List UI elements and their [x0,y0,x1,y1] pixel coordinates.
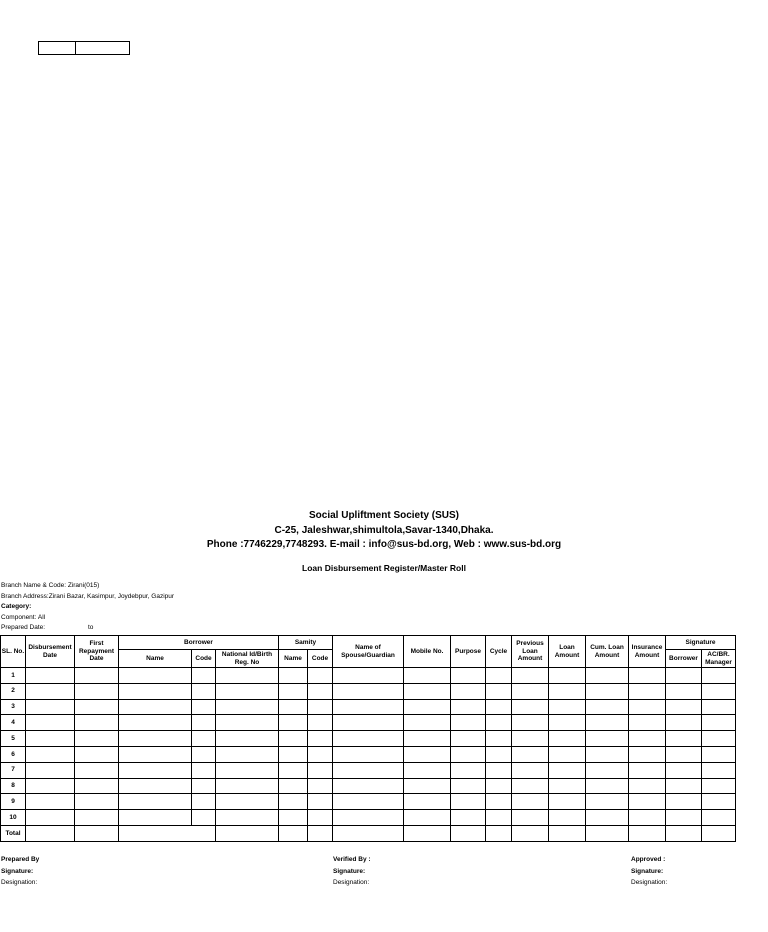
table-cell [586,683,629,699]
report-title: Loan Disbursement Register/Master Roll [302,563,466,573]
table-cell [279,810,308,826]
total-cell [119,825,216,841]
header-samity: Samity [279,636,333,650]
table-cell [486,683,512,699]
row-sl-no: 3 [1,699,26,715]
table-cell [192,746,216,762]
table-cell [512,746,549,762]
table-cell [404,731,451,747]
table-cell [549,715,586,731]
table-row [1,762,736,778]
table-cell [586,778,629,794]
table-cell [119,731,192,747]
row-sl-no: 1 [1,668,26,684]
table-cell [666,746,702,762]
total-cell [666,825,702,841]
approved-signature-label: Signature: [631,867,664,875]
table-cell [586,746,629,762]
table-cell [75,715,119,731]
header-spouse-guardian: Name of Spouse/Guardian [333,636,404,668]
table-cell [629,668,666,684]
header-cum-loan-amount: Cum. Loan Amount [586,636,629,668]
table-cell [702,794,736,810]
header-borrower-code: Code [192,650,216,668]
table-row [1,746,736,762]
table-cell [216,699,279,715]
row-sl-no: 8 [1,778,26,794]
organization-contact: Phone :7746229,7748293. E-mail : info@sus-bd.org, Web : www.sus-bd.org [206,539,562,550]
table-cell [26,746,75,762]
table-row [1,731,736,747]
table-cell [404,810,451,826]
table-cell [333,715,404,731]
table-cell [404,778,451,794]
top-box-cell-2 [76,42,129,54]
table-cell [75,731,119,747]
table-cell [308,668,333,684]
table-cell [26,778,75,794]
header-mobile-no: Mobile No. [404,636,451,668]
row-sl-no: 7 [1,762,26,778]
table-cell [486,762,512,778]
verified-by-label: Verified By : [333,856,371,863]
footer-prepared [1,854,39,889]
table-cell [308,683,333,699]
table-cell [702,746,736,762]
header-samity-code: Code [308,650,333,668]
footer-approved [631,854,667,889]
table-cell [702,715,736,731]
table-cell [308,715,333,731]
table-cell [486,810,512,826]
table-cell [586,731,629,747]
table-cell [119,794,192,810]
table-row [1,778,736,794]
table-cell [512,699,549,715]
table-cell [75,778,119,794]
table-cell [486,699,512,715]
table-cell [404,668,451,684]
table-cell [279,699,308,715]
table-cell [666,810,702,826]
header-signature: Signature [666,636,736,650]
approved-designation-label: Designation: [631,879,668,886]
prepared-date-to: to [88,624,94,631]
table-cell [308,731,333,747]
table-cell [404,794,451,810]
header-loan-amount: Loan Amount [549,636,586,668]
table-cell [192,699,216,715]
table-cell [451,746,486,762]
prepared-signature-label: Signature: [1,867,34,875]
total-cell [279,825,308,841]
table-cell [549,794,586,810]
table-row [1,699,736,715]
table-cell [75,794,119,810]
table-row [1,794,736,810]
table-cell [333,683,404,699]
table-cell [404,683,451,699]
table-cell [512,668,549,684]
table-cell [119,778,192,794]
table-cell [486,794,512,810]
row-sl-no: 5 [1,731,26,747]
table-cell [279,731,308,747]
table-cell [629,731,666,747]
table-cell [629,699,666,715]
table-cell [26,683,75,699]
table-cell [119,699,192,715]
table-cell [451,715,486,731]
table-cell [629,715,666,731]
table-cell [486,668,512,684]
table-cell [586,810,629,826]
table-cell [192,731,216,747]
table-cell [216,810,279,826]
table-cell [549,778,586,794]
header-national-id: National Id/Birth Reg. No [216,650,279,668]
table-cell [486,746,512,762]
table-cell [629,746,666,762]
table-cell [702,762,736,778]
organization-address: C-25, Jaleshwar,shimultola,Savar-1340,Dhaka. [274,524,494,536]
table-cell [512,794,549,810]
table-cell [549,699,586,715]
branch-address: Branch Address:Zirani Bazar, Kasimpur, Joydebpur, Gazipur [1,592,175,600]
header-first-repayment-date: First Repayment Date [75,636,119,668]
table-cell [26,668,75,684]
table-cell [702,731,736,747]
table-cell [26,715,75,731]
table-cell [512,731,549,747]
table-cell [666,683,702,699]
table-cell [279,762,308,778]
organization-name: Social Upliftment Society (SUS) [308,510,460,521]
table-cell [192,715,216,731]
table-cell [404,715,451,731]
header-purpose: Purpose [451,636,486,668]
table-cell [216,668,279,684]
table-cell [216,778,279,794]
table-cell [216,794,279,810]
table-cell [333,668,404,684]
table-cell [216,746,279,762]
table-cell [629,810,666,826]
table-cell [486,778,512,794]
table-cell [549,731,586,747]
top-box-cell-1 [39,42,76,54]
table-cell [666,699,702,715]
table-cell [26,762,75,778]
table-cell [308,746,333,762]
loan-register-table [0,635,736,842]
header-insurance-amount: Insurance Amount [629,636,666,668]
table-cell [279,778,308,794]
table-cell [26,731,75,747]
table-cell [333,810,404,826]
table-cell [279,668,308,684]
table-cell [549,762,586,778]
table-cell [119,715,192,731]
total-row [1,825,736,841]
table-cell [75,746,119,762]
table-cell [512,715,549,731]
table-cell [451,794,486,810]
header-samity-name: Name [279,650,308,668]
table-cell [192,668,216,684]
verified-designation-label: Designation: [333,879,370,886]
table-cell [512,778,549,794]
table-cell [75,762,119,778]
row-sl-no: 4 [1,715,26,731]
table-cell [629,778,666,794]
table-cell [702,778,736,794]
component-label: Component: All [1,613,46,621]
table-cell [451,778,486,794]
table-cell [279,794,308,810]
total-cell [586,825,629,841]
table-cell [119,668,192,684]
approved-label: Approved : [631,856,666,863]
table-cell [486,731,512,747]
branch-info [1,581,174,634]
table-cell [666,668,702,684]
table-cell [404,699,451,715]
table-cell [26,699,75,715]
table-cell [702,668,736,684]
table-cell [26,810,75,826]
table-row [1,683,736,699]
row-sl-no: 2 [1,683,26,699]
total-cell [75,825,119,841]
table-cell [586,794,629,810]
table-row [1,668,736,684]
table-cell [279,746,308,762]
table-cell [119,810,192,826]
table-cell [192,683,216,699]
header-sl-no: SL. No. [1,636,26,668]
organization-header [0,509,768,553]
prepared-by-label: Prepared By [1,856,40,863]
table-cell [308,794,333,810]
table-cell [549,746,586,762]
table-cell [308,699,333,715]
table-cell [512,762,549,778]
footer-verified [333,854,371,889]
table-cell [308,810,333,826]
row-sl-no: 6 [1,746,26,762]
table-cell [451,683,486,699]
table-cell [119,762,192,778]
table-cell [512,683,549,699]
header-borrower: Borrower [119,636,279,650]
total-cell [486,825,512,841]
table-cell [451,731,486,747]
table-cell [549,683,586,699]
table-cell [308,778,333,794]
table-cell [119,746,192,762]
table-cell [333,699,404,715]
table-cell [192,794,216,810]
table-cell [586,762,629,778]
total-cell [629,825,666,841]
table-cell [666,778,702,794]
table-cell [666,715,702,731]
table-cell [629,762,666,778]
table-cell [451,668,486,684]
total-cell [549,825,586,841]
table-row [1,810,736,826]
table-cell [666,762,702,778]
table-cell [404,746,451,762]
table-cell [279,715,308,731]
top-corner-box [38,41,130,55]
table-cell [333,731,404,747]
table-cell [333,778,404,794]
header-cycle: Cycle [486,636,512,668]
total-cell [404,825,451,841]
table-cell [333,794,404,810]
total-cell [333,825,404,841]
table-cell [702,683,736,699]
table-cell [404,762,451,778]
table-cell [119,683,192,699]
table-cell [216,762,279,778]
total-cell [26,825,75,841]
table-cell [586,699,629,715]
total-label: Total [1,825,26,841]
table-cell [216,715,279,731]
table-cell [308,762,333,778]
header-disbursement-date: Disbursement Date [26,636,75,668]
header-borrower-name: Name [119,650,192,668]
row-sl-no: 10 [1,810,26,826]
category-label: Category: [1,603,32,610]
table-cell [192,778,216,794]
table-cell [451,699,486,715]
total-cell [512,825,549,841]
total-cell [308,825,333,841]
table-cell [451,810,486,826]
total-cell [216,825,279,841]
header-signature-borrower: Borrower [666,650,702,668]
total-cell [702,825,736,841]
table-cell [75,683,119,699]
prepared-designation-label: Designation: [1,879,38,886]
table-cell [666,731,702,747]
table-cell [702,810,736,826]
total-cell [451,825,486,841]
table-cell [549,810,586,826]
table-cell [451,762,486,778]
table-cell [75,699,119,715]
table-cell [216,683,279,699]
table-cell [549,668,586,684]
table-cell [586,668,629,684]
table-cell [629,683,666,699]
table-cell [512,810,549,826]
table-cell [333,746,404,762]
table-cell [216,731,279,747]
table-cell [192,810,216,826]
table-cell [666,794,702,810]
table-cell [702,699,736,715]
table-cell [75,668,119,684]
header-signature-manager: AC/BR. Manager [702,650,736,668]
prepared-date-row [1,623,174,634]
row-sl-no: 9 [1,794,26,810]
register-body [1,668,736,842]
table-cell [629,794,666,810]
verified-signature-label: Signature: [333,867,366,875]
table-cell [486,715,512,731]
table-row [1,715,736,731]
table-cell [26,794,75,810]
table-cell [333,762,404,778]
table-cell [75,810,119,826]
table-cell [586,715,629,731]
branch-name: Branch Name & Code: Zirani(015) [1,582,100,589]
table-cell [192,762,216,778]
table-cell [279,683,308,699]
header-previous-loan-amount: Previous Loan Amount [512,636,549,668]
prepared-date-label: Prepared Date: [1,624,46,631]
